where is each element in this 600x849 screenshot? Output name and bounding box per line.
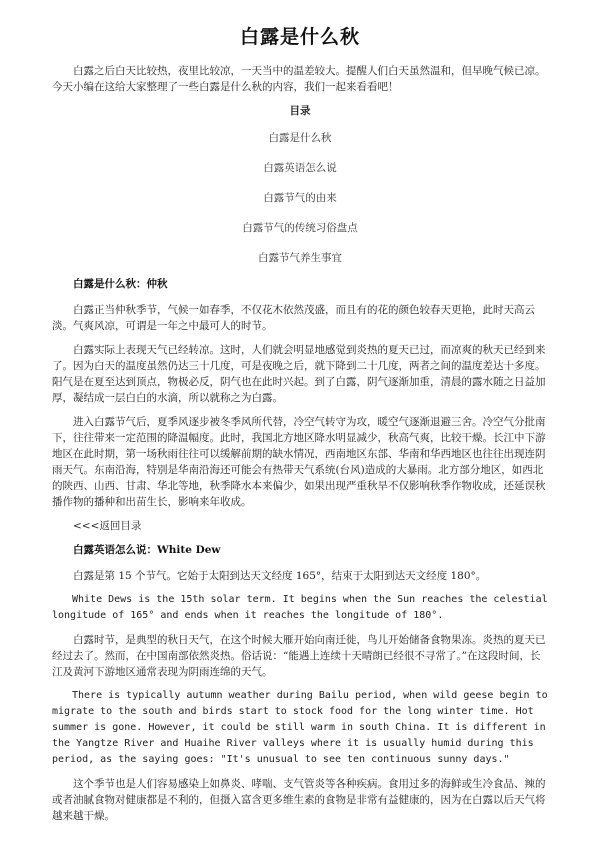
- body-paragraph: 白露是第 15 个节气。它始于太阳到达天文经度 165°，结束于太阳到达天文经度 180°。: [73, 570, 487, 582]
- section-heading: 白露英语怎么说：White Dew: [73, 544, 221, 556]
- toc-item[interactable]: 白露节气的传统习俗盘点: [242, 222, 358, 234]
- toc-heading: 目录: [289, 105, 311, 117]
- english-paragraph: White Dews is the 15th solar term. It begins when the Sun reaches the celestial longitude of 165° and ends when it reaches the longitude of 180°.: [52, 594, 548, 621]
- body-paragraph: 进入白露节气后，夏季风逐步被冬季风所代替，冷空气转守为攻，暖空气逐渐退避三舍。冷空气分批南下，往往带来一定范围的降温幅度。此时，我国北方地区降水明显减少，秋高气爽，比较干燥。长江中下游地区在此时期，第一场秋雨往往可以缓解前期的缺水情况，西南地区东部、华南和华西地区也往往出现连阴雨天气。东南沿海，特别是华南沿海还可能会有热带天气系统(台风)造成的大暴雨。北方部分地区，如西北的陕西、山西、甘肃、华北等地，秋季降水本来偏少，如果出现严重秋旱不仅影响秋季作物收成，还延误秋播作物的播种和出苗生长，影响来年收成。: [52, 416, 546, 508]
- body-paragraph: 白露时节，是典型的秋日天气，在这个时候大雁开始向南迁徙，鸟儿开始储备食物果冻。炎热的夏天已经过去了。然而，在中国南部依然炎热。俗话说：“能遇上连续十天晴朗已经很不寻常了。”在这段时间，长江及黄河下游地区通常表现为阴雨连绵的天气。: [52, 634, 546, 678]
- english-paragraph: There is typically autumn weather during Bailu period, when wild geese begin to migrate to the south and birds start to stock food for the long winter time. Hot summer is gone. However, it could be still warm in south China. It is different in the Yangtze River and Huaihe River valleys where it is usually humid during this period, as the saying goes: "It's unusual to see ten continuous sunny days.": [52, 690, 548, 765]
- toc-item[interactable]: 白露节气的由来: [263, 192, 337, 204]
- back-to-toc-link[interactable]: <<<返回目录: [73, 520, 142, 532]
- toc-item[interactable]: 白露是什么秋: [268, 132, 332, 144]
- table-of-contents: [52, 130, 548, 266]
- document-title: 白露是什么秋: [239, 26, 360, 48]
- toc-item[interactable]: 白露节气养生事宜: [258, 252, 342, 264]
- intro-paragraph: 白露之后白天比较热，夜里比较凉，一天当中的温差较大。提醒人们白天虽然温和，但早晚气候已凉。今天小编在这给大家整理了一些白露是什么秋的内容，我们一起来看看吧！: [52, 65, 546, 93]
- body-paragraph: 白露正当仲秋季节，气候一如春季，不仅花木依然茂盛，而且有的花的颜色较春天更艳，此时天高云淡。气爽风凉，可谓是一年之中最可人的时节。: [52, 304, 535, 332]
- body-paragraph: 这个季节也是人们容易感染上如鼻炎、哮喘、支气管炎等各种疾病。食用过多的海鲜或生冷食品、辣的或者油腻食物对健康都是不利的，但摄入富含更多维生素的食物是非常有益健康的，因为在白露以后天气将越来越干燥。: [52, 778, 546, 822]
- section-heading: 白露是什么秋：仲秋: [73, 278, 168, 290]
- toc-item[interactable]: 白露英语怎么说: [263, 162, 337, 174]
- body-paragraph: 白露实际上表现天气已经转凉。这时，人们就会明显地感觉到炎热的夏天已过，而凉爽的秋天已经到来了。因为白天的温度虽然仍达三十几度，可是夜晚之后，就下降到二十几度，两者之间的温度差达十多度。阳气是在夏至达到顶点，物极必反，阴气也在此时兴起。到了白露，阴气逐渐加重，清晨的露水随之日益加厚，凝结成一层白白的水滴，所以就称之为白露。: [52, 344, 546, 404]
